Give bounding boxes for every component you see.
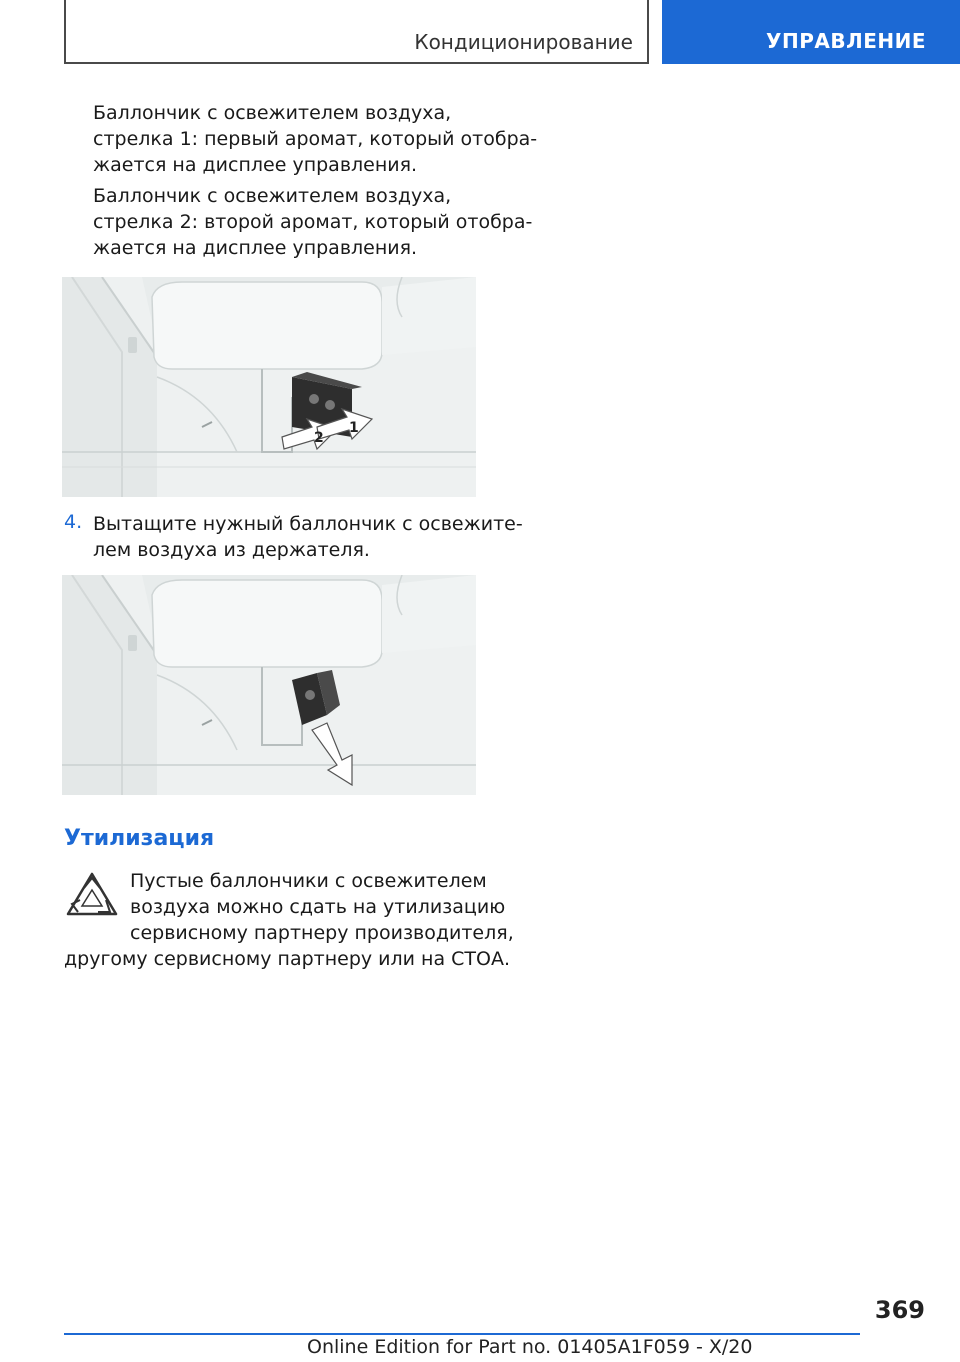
step-instruction — [93, 511, 523, 563]
step-number: 4. — [64, 511, 83, 533]
text-line: сервисному партнеру производителя, — [130, 922, 514, 944]
page-number: 369 — [874, 1296, 925, 1324]
figure-remove-cartridge — [62, 575, 476, 795]
text-line: Баллончик с освежителем воздуха, — [93, 102, 452, 124]
footer-divider — [64, 1333, 860, 1335]
footer-edition-text: Online Edition for Part no. 01405A1F059 - X/20 — [307, 1336, 753, 1358]
figure-illustration — [62, 277, 476, 497]
arrow-label: 1 — [349, 420, 359, 436]
text-line: стрелка 1: первый аромат, который отобра- — [93, 128, 538, 150]
text-line: жается на дисплее управления. — [93, 154, 418, 176]
text-line: Вытащите нужный баллончик с освежите- — [93, 513, 523, 535]
text-line: лем воздуха из держателя. — [93, 539, 370, 561]
arrow-label: 2 — [314, 430, 324, 446]
recycle-icon — [64, 870, 120, 926]
header-section-title: Кондиционирование — [414, 30, 633, 54]
text-line: стрелка 2: второй аромат, который отобра- — [93, 211, 533, 233]
disposal-text-indented — [130, 868, 514, 946]
text-line: Пустые баллончики с освежителем — [130, 870, 487, 892]
section-title-disposal: Утилизация — [64, 826, 215, 851]
paragraph-arrow-1 — [93, 100, 538, 178]
paragraph-arrow-2 — [93, 183, 533, 261]
disposal-text-full — [64, 946, 511, 972]
text-line: воздуха можно сдать на утилизацию — [130, 896, 506, 918]
text-line: Баллончик с освежителем воздуха, — [93, 185, 452, 207]
header-chapter-title: УПРАВЛЕНИЕ — [766, 29, 926, 53]
header-chapter-tab — [662, 0, 960, 64]
text-line: другому сервисному партнеру или на СТОА. — [64, 948, 511, 970]
header-section-box — [64, 0, 649, 64]
figure-air-freshener-holder — [62, 277, 476, 497]
figure-illustration — [62, 575, 476, 795]
text-line: жается на дисплее управления. — [93, 237, 418, 259]
